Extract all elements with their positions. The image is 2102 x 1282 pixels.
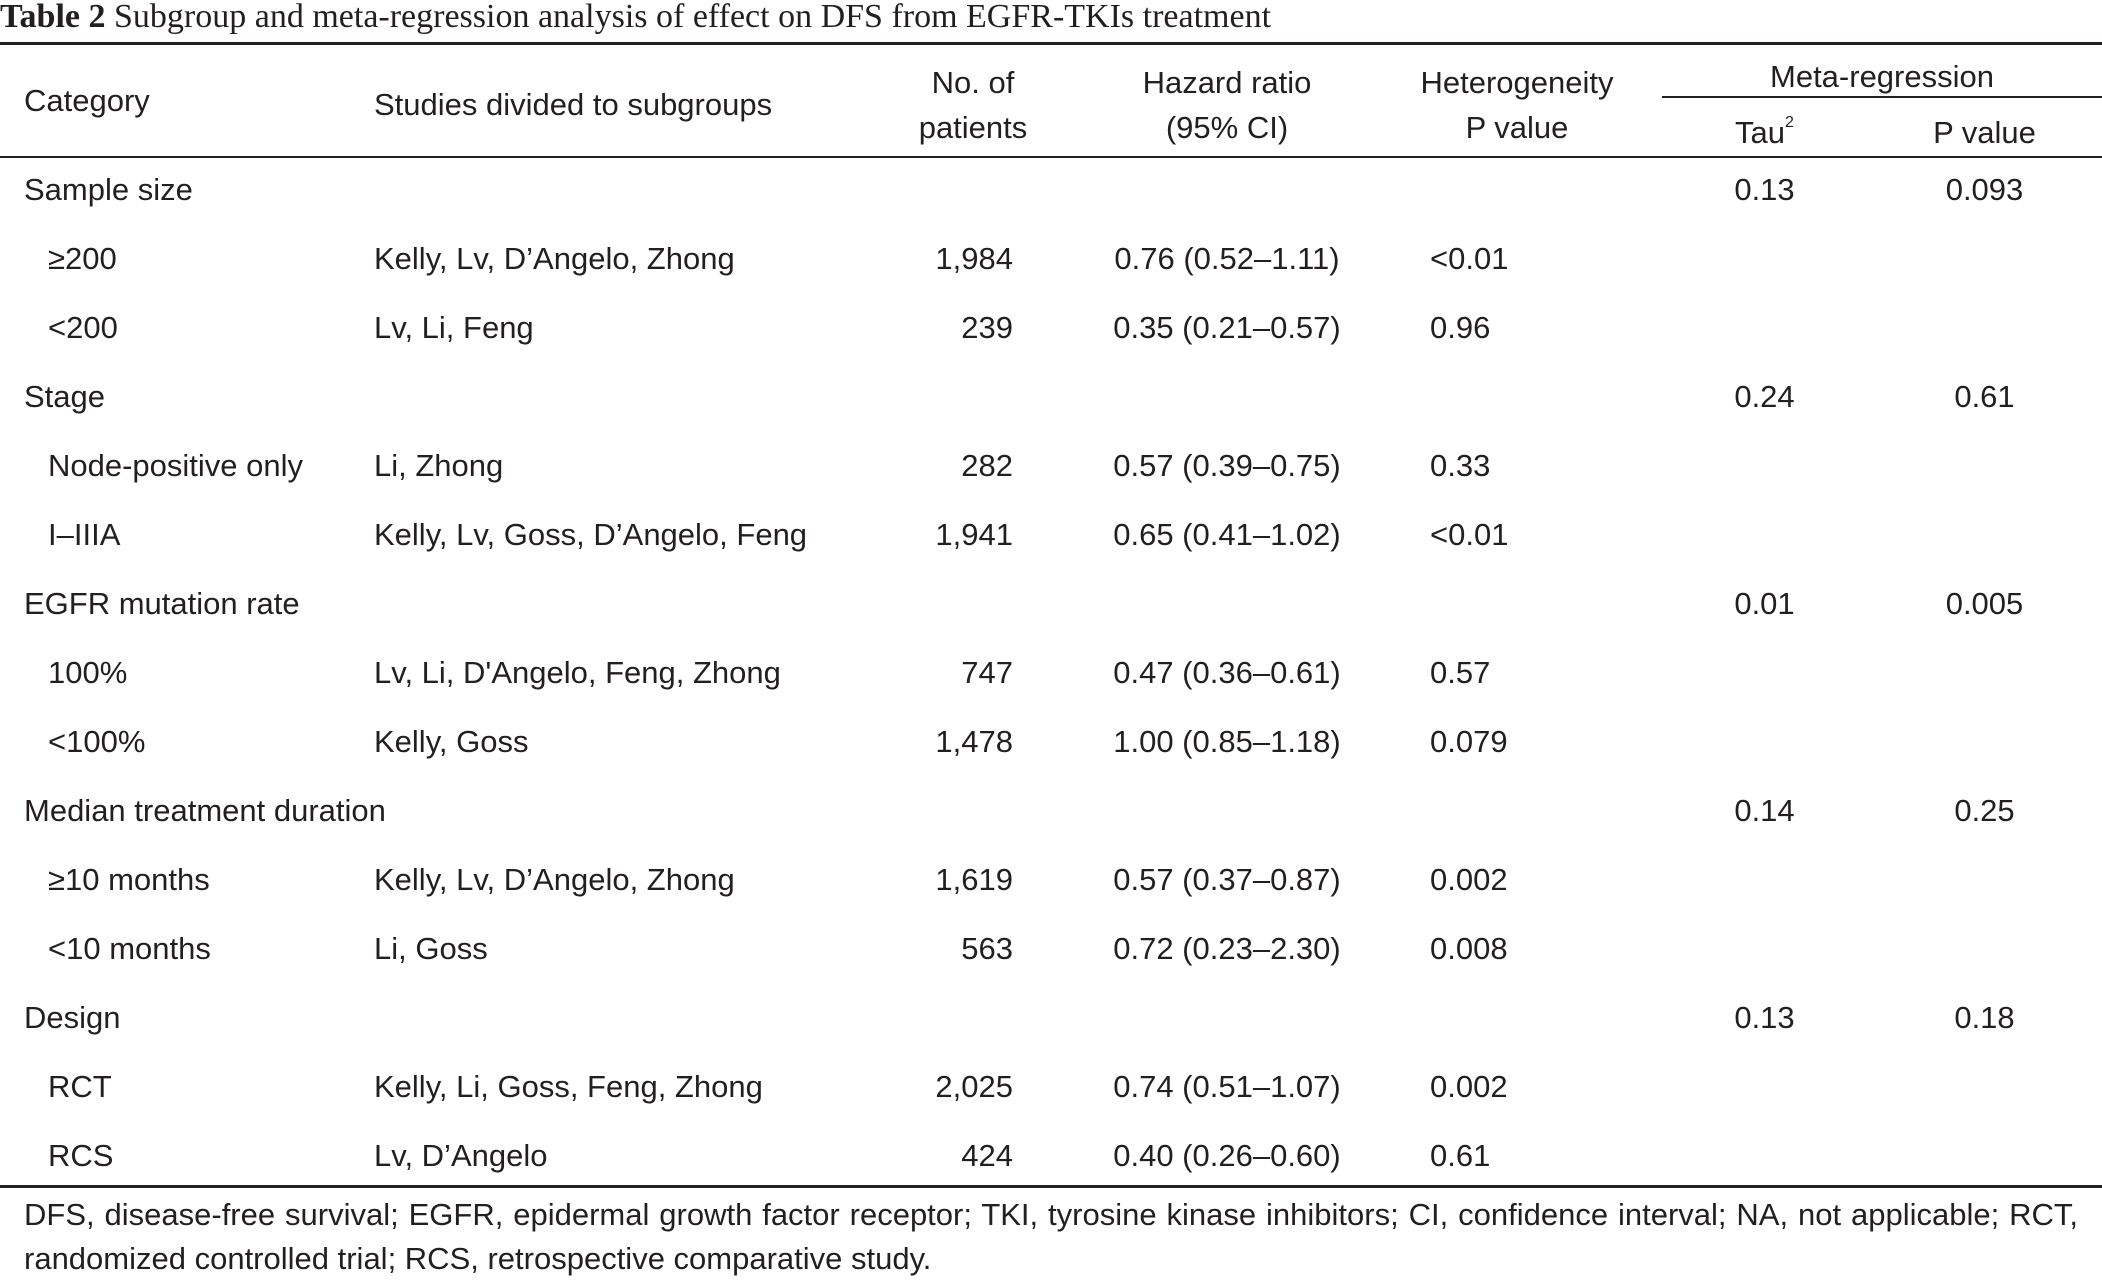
row-category-label: Median treatment duration [24, 793, 386, 828]
row-studies: Lv, Li, Feng [374, 310, 534, 345]
row-hazard-ratio: 0.47 (0.36–0.61) [1113, 655, 1341, 690]
row-studies: Li, Goss [374, 931, 488, 966]
row-tau2: 0.01 [1734, 586, 1795, 621]
row-heterogeneity-p: 0.61 [1430, 1138, 1491, 1173]
header-category: Category [24, 83, 150, 118]
row-meta-p: 0.61 [1954, 379, 2015, 414]
row-studies: Kelly, Li, Goss, Feng, Zhong [374, 1069, 763, 1104]
subgroup-row [0, 304, 2102, 373]
row-patients: 563 [961, 931, 1013, 966]
header-patients-line1: No. of [931, 65, 1015, 100]
row-category-label: I–IIIA [48, 517, 121, 552]
row-category-label: Stage [24, 379, 106, 414]
row-hazard-ratio: 0.74 (0.51–1.07) [1113, 1069, 1341, 1104]
row-category-label: Sample size [24, 172, 193, 207]
header-studies: Studies divided to subgroups [374, 87, 773, 122]
table-caption-text: Subgroup and meta-regression analysis of effect on DFS from EGFR-TKIs treatment [114, 0, 1272, 35]
row-patients: 2,025 [935, 1069, 1013, 1104]
row-category-label: RCT [48, 1069, 112, 1104]
row-patients: 239 [961, 310, 1013, 345]
row-meta-p: 0.25 [1954, 793, 2015, 828]
row-patients: 1,619 [935, 862, 1013, 897]
row-category-label: ≥10 months [48, 862, 210, 897]
header-tau [1662, 110, 1867, 155]
header-rule [0, 156, 2102, 158]
row-patients: 1,941 [935, 517, 1013, 552]
subgroup-row [0, 1063, 2102, 1132]
header-meta-p-value: P value [1933, 115, 2036, 150]
row-heterogeneity-p: <0.01 [1430, 517, 1509, 552]
header-hazard-ratio [1082, 60, 1372, 150]
row-category-label: <10 months [48, 931, 211, 966]
row-studies: Kelly, Goss [374, 724, 529, 759]
row-studies: Kelly, Lv, Goss, D’Angelo, Feng [374, 517, 808, 552]
row-studies: Lv, D’Angelo [374, 1138, 548, 1173]
meta-regression-rule [1662, 96, 2102, 98]
subgroup-row [0, 1132, 2102, 1201]
header-hazard-ratio-line1: Hazard ratio [1142, 65, 1312, 100]
subgroup-row [0, 442, 2102, 511]
row-heterogeneity-p: <0.01 [1430, 241, 1509, 276]
row-meta-p: 0.005 [1945, 586, 2024, 621]
row-patients: 747 [961, 655, 1013, 690]
row-studies: Lv, Li, D'Angelo, Feng, Zhong [374, 655, 781, 690]
row-hazard-ratio: 0.57 (0.39–0.75) [1113, 448, 1341, 483]
header-tau-sup: 2 [1785, 114, 1794, 131]
subgroup-row [0, 649, 2102, 718]
row-tau2: 0.13 [1734, 172, 1795, 207]
row-patients: 282 [961, 448, 1013, 483]
table-footnote: DFS, disease-free survival; EGFR, epidermal growth factor receptor; TKI, tyrosine kinase inhibitors; CI, confidence interval; NA, not applicable; RCT, randomized controlled trial; RCS, retrospective comparative study. [24, 1197, 2078, 1276]
row-category-label: 100% [48, 655, 128, 690]
row-heterogeneity-p: 0.96 [1430, 310, 1491, 345]
row-meta-p: 0.18 [1954, 1000, 2015, 1035]
row-hazard-ratio: 0.76 (0.52–1.11) [1114, 241, 1340, 276]
bottom-rule [0, 1185, 2102, 1188]
row-category-label: <200 [48, 310, 118, 345]
category-row [0, 373, 2102, 442]
row-hazard-ratio: 0.57 (0.37–0.87) [1113, 862, 1341, 897]
header-patients-line2: patients [918, 110, 1028, 145]
header-heterogeneity [1372, 60, 1662, 150]
row-heterogeneity-p: 0.008 [1430, 931, 1508, 966]
header-hazard-ratio-line2: (95% CI) [1165, 110, 1289, 145]
row-category-label: EGFR mutation rate [24, 586, 300, 621]
row-tau2: 0.13 [1734, 1000, 1795, 1035]
row-category-label: <100% [48, 724, 146, 759]
table-caption [0, 0, 1271, 36]
header-meta-regression: Meta-regression [1770, 59, 1994, 94]
subgroup-row [0, 856, 2102, 925]
row-tau2: 0.14 [1734, 793, 1795, 828]
row-studies: Kelly, Lv, D’Angelo, Zhong [374, 862, 735, 897]
row-category-label: Node-positive only [48, 448, 304, 483]
row-studies: Kelly, Lv, D’Angelo, Zhong [374, 241, 735, 276]
row-heterogeneity-p: 0.002 [1430, 1069, 1508, 1104]
header-heterogeneity-line1: Heterogeneity [1420, 65, 1614, 100]
table-caption-label: Table 2 [0, 0, 106, 35]
row-hazard-ratio: 0.72 (0.23–2.30) [1113, 931, 1341, 966]
row-heterogeneity-p: 0.57 [1430, 655, 1491, 690]
row-patients: 424 [961, 1138, 1013, 1173]
table-body [0, 166, 2102, 1201]
row-studies: Li, Zhong [374, 448, 504, 483]
header-tau-text: Tau [1735, 115, 1786, 150]
header-heterogeneity-line2: P value [1465, 110, 1569, 145]
row-category-label: Design [24, 1000, 121, 1035]
category-row [0, 994, 2102, 1063]
row-heterogeneity-p: 0.33 [1430, 448, 1491, 483]
row-hazard-ratio: 1.00 (0.85–1.18) [1113, 724, 1341, 759]
row-heterogeneity-p: 0.079 [1430, 724, 1508, 759]
subgroup-row [0, 718, 2102, 787]
row-category-label: ≥200 [48, 241, 117, 276]
row-meta-p: 0.093 [1945, 172, 2024, 207]
row-hazard-ratio: 0.40 (0.26–0.60) [1113, 1138, 1341, 1173]
top-rule [0, 42, 2102, 45]
row-hazard-ratio: 0.35 (0.21–0.57) [1113, 310, 1341, 345]
category-row [0, 787, 2102, 856]
header-patients [870, 60, 1076, 150]
row-patients: 1,984 [935, 241, 1013, 276]
subgroup-row [0, 235, 2102, 304]
row-patients: 1,478 [935, 724, 1013, 759]
row-tau2: 0.24 [1734, 379, 1795, 414]
row-heterogeneity-p: 0.002 [1430, 862, 1508, 897]
subgroup-row [0, 925, 2102, 994]
category-row [0, 580, 2102, 649]
subgroup-row [0, 511, 2102, 580]
row-hazard-ratio: 0.65 (0.41–1.02) [1113, 517, 1341, 552]
row-category-label: RCS [48, 1138, 114, 1173]
category-row [0, 166, 2102, 235]
